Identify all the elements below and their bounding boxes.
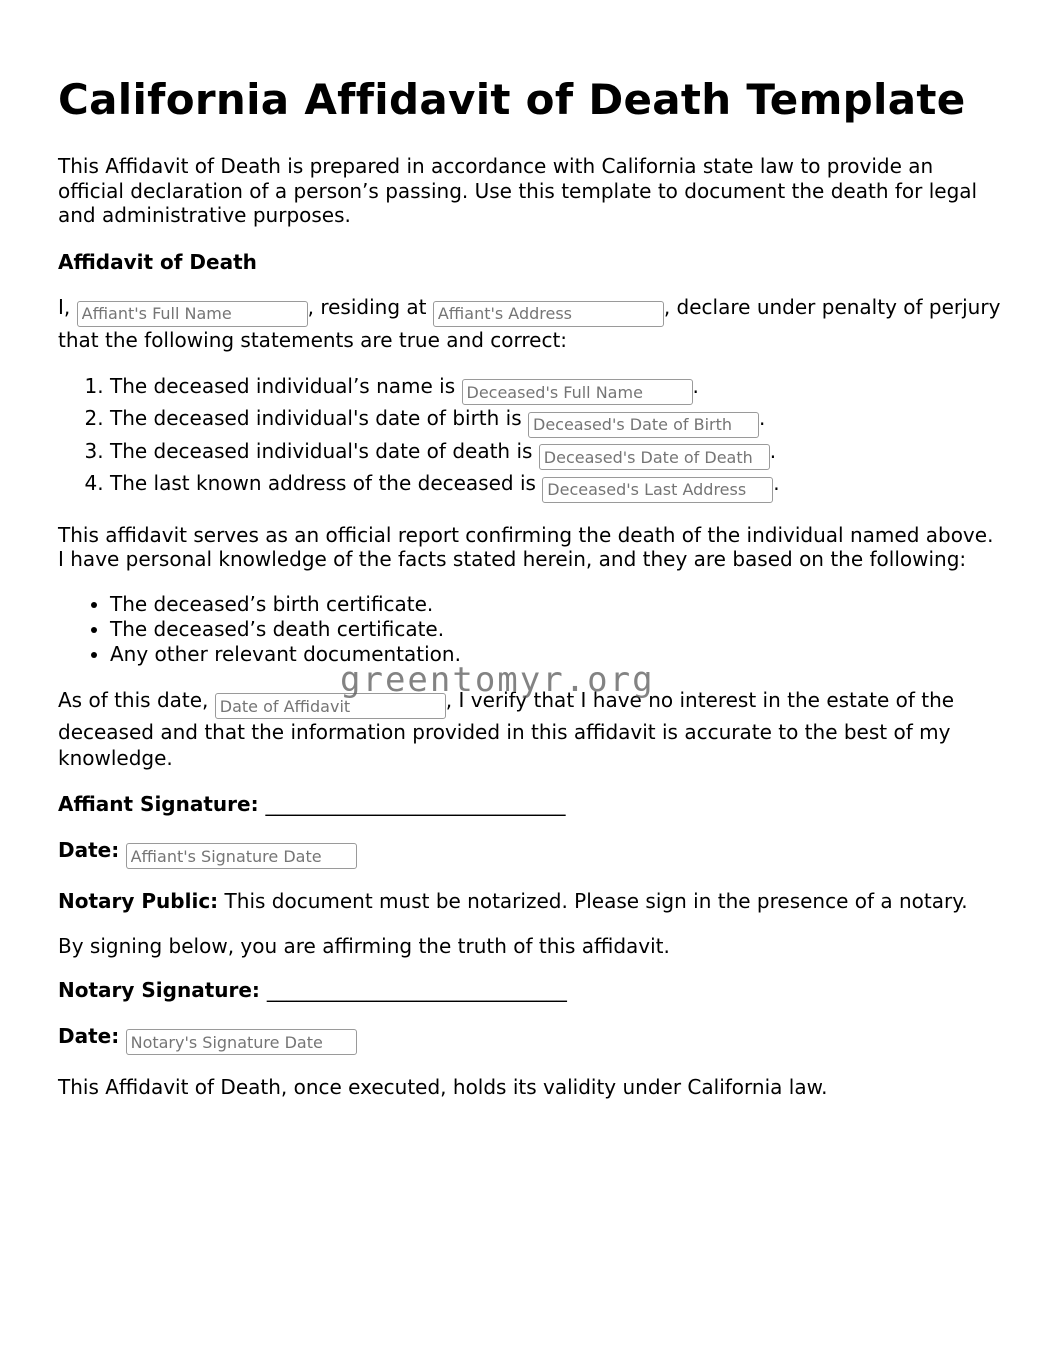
list-item: • Any other relevant documentation. bbox=[110, 642, 1003, 667]
watermark: greentomyr.org bbox=[340, 660, 655, 700]
statement-text: The deceased individual's date of birth is bbox=[110, 406, 528, 430]
section-title: Affidavit of Death bbox=[58, 249, 257, 274]
affiant-date-line bbox=[58, 837, 1003, 870]
affiant-signature-label: Affiant Signature: bbox=[58, 792, 259, 816]
closing-paragraph: This Affidavit of Death, once executed, holds its validity under California law. bbox=[58, 1075, 828, 1099]
affiant-name-field[interactable] bbox=[77, 301, 308, 327]
statement-end: . bbox=[773, 471, 780, 495]
signature-blank: ______________________________ bbox=[266, 978, 567, 1002]
statement-text: The deceased individual’s name is bbox=[110, 373, 462, 398]
notary-signature-date-field[interactable] bbox=[126, 1029, 357, 1055]
deceased-address-field[interactable] bbox=[542, 477, 773, 503]
list-item bbox=[110, 373, 1003, 406]
statement-text: The deceased individual's date of death is bbox=[110, 438, 539, 463]
notary-paragraph bbox=[58, 889, 1003, 914]
statement-end: . bbox=[759, 406, 766, 430]
notary-date-line bbox=[58, 1023, 1003, 1056]
notary-signature-label: Notary Signature: bbox=[58, 978, 260, 1002]
list-item bbox=[110, 405, 1003, 438]
notary-text: This document must be notarized. Please sign in the presence of a notary. bbox=[218, 889, 968, 913]
list-item bbox=[110, 470, 1003, 503]
statement-text: The last known address of the deceased is bbox=[110, 471, 543, 495]
statement-end: . bbox=[769, 438, 777, 463]
affirm-paragraph: By signing below, you are affirming the truth of this affidavit. bbox=[58, 933, 670, 958]
declaration-suffix: , declare under penalty of perjury that the following statements are true and correct: bbox=[58, 295, 1001, 352]
as-of-prefix: As of this date, bbox=[58, 687, 215, 712]
declaration-mid: , residing at bbox=[307, 295, 433, 319]
date-label: Date: bbox=[58, 837, 120, 862]
affiant-signature-date-field[interactable] bbox=[126, 843, 357, 869]
deceased-name-field[interactable] bbox=[462, 379, 693, 405]
page-title: California Affidavit of Death Template bbox=[58, 75, 966, 124]
affiant-address-field[interactable] bbox=[433, 301, 664, 327]
intro-paragraph: This Affidavit of Death is prepared in accordance with California state law to provide an official declaration of a person’s passing. Use this template to document the death for legal and administrative purposes. bbox=[58, 154, 978, 227]
list-item: • The deceased’s birth certificate. bbox=[110, 592, 1003, 617]
declaration-prefix: I, bbox=[58, 295, 77, 319]
declaration-paragraph bbox=[58, 294, 1003, 353]
as-of-suffix: , I verify that I have no interest in the estate of the deceased and that the information provided in this affidavit is accurate to the best of my knowledge. bbox=[58, 687, 955, 770]
list-item bbox=[110, 438, 1003, 471]
notary-label: Notary Public: bbox=[58, 889, 219, 913]
signature-blank: ______________________________ bbox=[265, 792, 566, 816]
basis-paragraph: This affidavit serves as an official report confirming the death of the individual named above. I have personal knowledge of the facts stated herein, and they are based on the following: bbox=[58, 522, 994, 571]
deceased-birth-date-field[interactable] bbox=[528, 412, 759, 438]
deceased-death-date-field[interactable] bbox=[539, 444, 770, 470]
statement-end: . bbox=[692, 373, 699, 398]
list-item: • The deceased’s death certificate. bbox=[110, 617, 1003, 642]
affiant-signature-line bbox=[58, 792, 1003, 817]
statements-list bbox=[58, 373, 1003, 503]
date-label: Date: bbox=[58, 1023, 120, 1048]
notary-signature-line bbox=[58, 978, 1003, 1003]
documents-list bbox=[58, 592, 1003, 667]
document-page bbox=[58, 74, 1003, 1120]
